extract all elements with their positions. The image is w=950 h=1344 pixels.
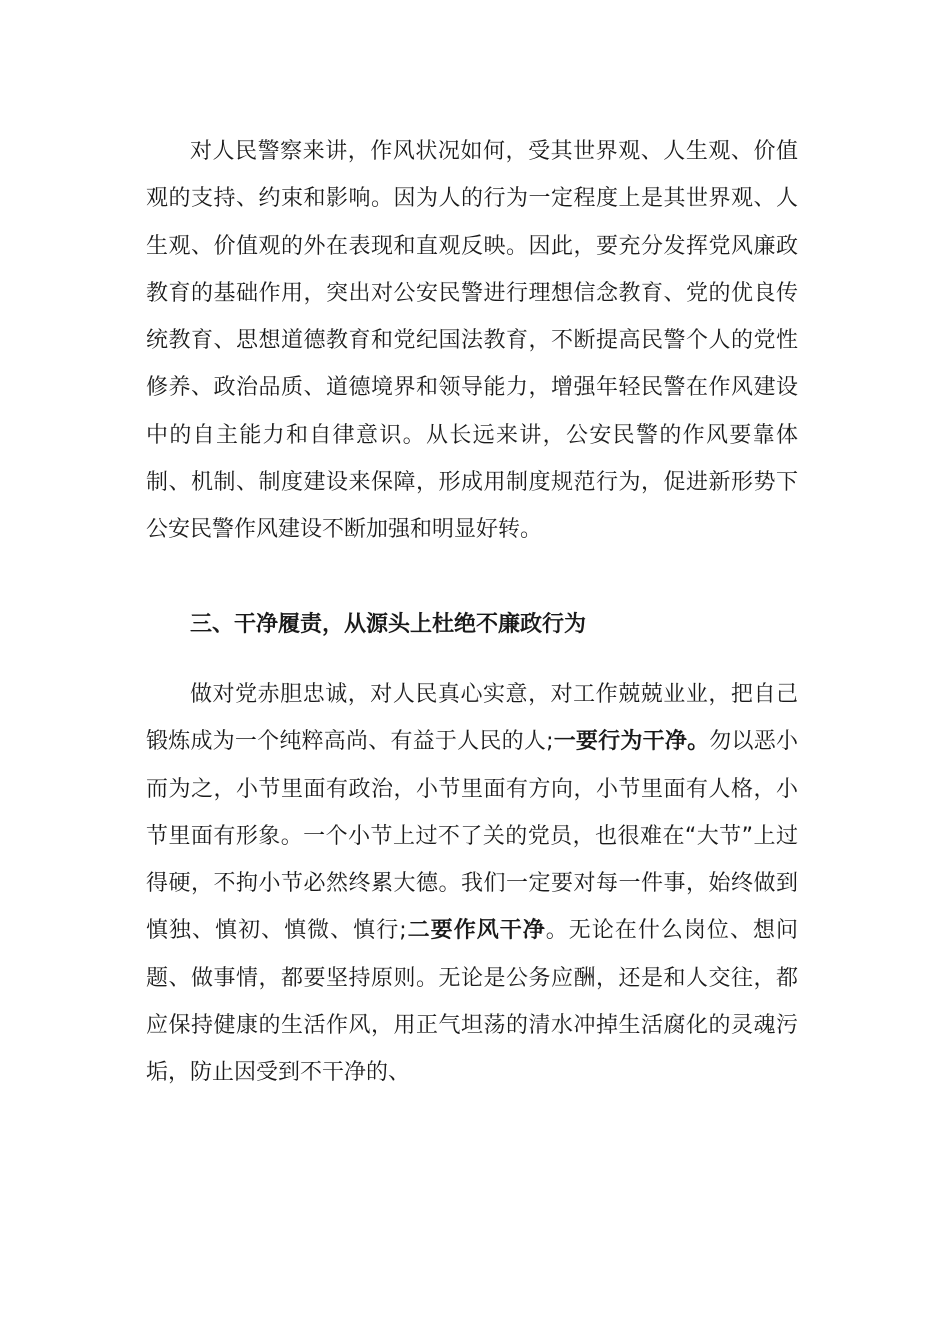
bold-point-1: 一要行为干净。 (553, 729, 710, 755)
paragraph-conduct-education: 对人民警察来讲，作风状况如何，受其世界观、人生观、价值观的支持、约束和影响。因为人的行为一定程度上是其世界观、人生观、价值观的外在表现和直观反映。因此，要充分发挥党风廉政教育的基础作用，突出对公安民警进行理想信念教育、党的优良传统教育、思想道德教育和党纪国法教育，不断提高民警个人的党性修养、政治品质、道德境界和领导能力，增强年轻民警在作风建设中的自主能力和自律意识。从长远来讲，公安民警的作风要靠体制、机制、制度建设来保障，形成用制度规范行为，促进新形势下公安民警作风建设不断加强和明显好转。 (146, 139, 798, 543)
paragraph-clean-duty (146, 671, 798, 1097)
bold-point-2: 二要作风干净 (406, 918, 546, 944)
paragraph-text-b: 勿以恶小而为之，小节里面有政治，小节里面有方向，小节里面有人格，小节里面有形象。一个小节上过不了关的党员，也很难在“大节”上过得硬，不拘小节必然终累大德。我们一定要对每一件事，始终做到慎独、慎初、慎微、慎行; (146, 729, 798, 944)
paragraph-text-c: 。无论在什么岗位、想问题、做事情，都要坚持原则。无论是公务应酬，还是和人交往，都应保持健康的生活作风，用正气坦荡的清水冲掉生活腐化的灵魂污垢，防止因受到不干净的、 (146, 918, 798, 1086)
section-heading-3: 三、干净履责，从源头上杜绝不廉政行为 (190, 612, 587, 637)
document-body (146, 128, 798, 1097)
paragraph-text-a: 做对党赤胆忠诚，对人民真心实意，对工作兢兢业业，把自己锻炼成为一个纯粹高尚、有益于人民的人; (146, 682, 798, 755)
